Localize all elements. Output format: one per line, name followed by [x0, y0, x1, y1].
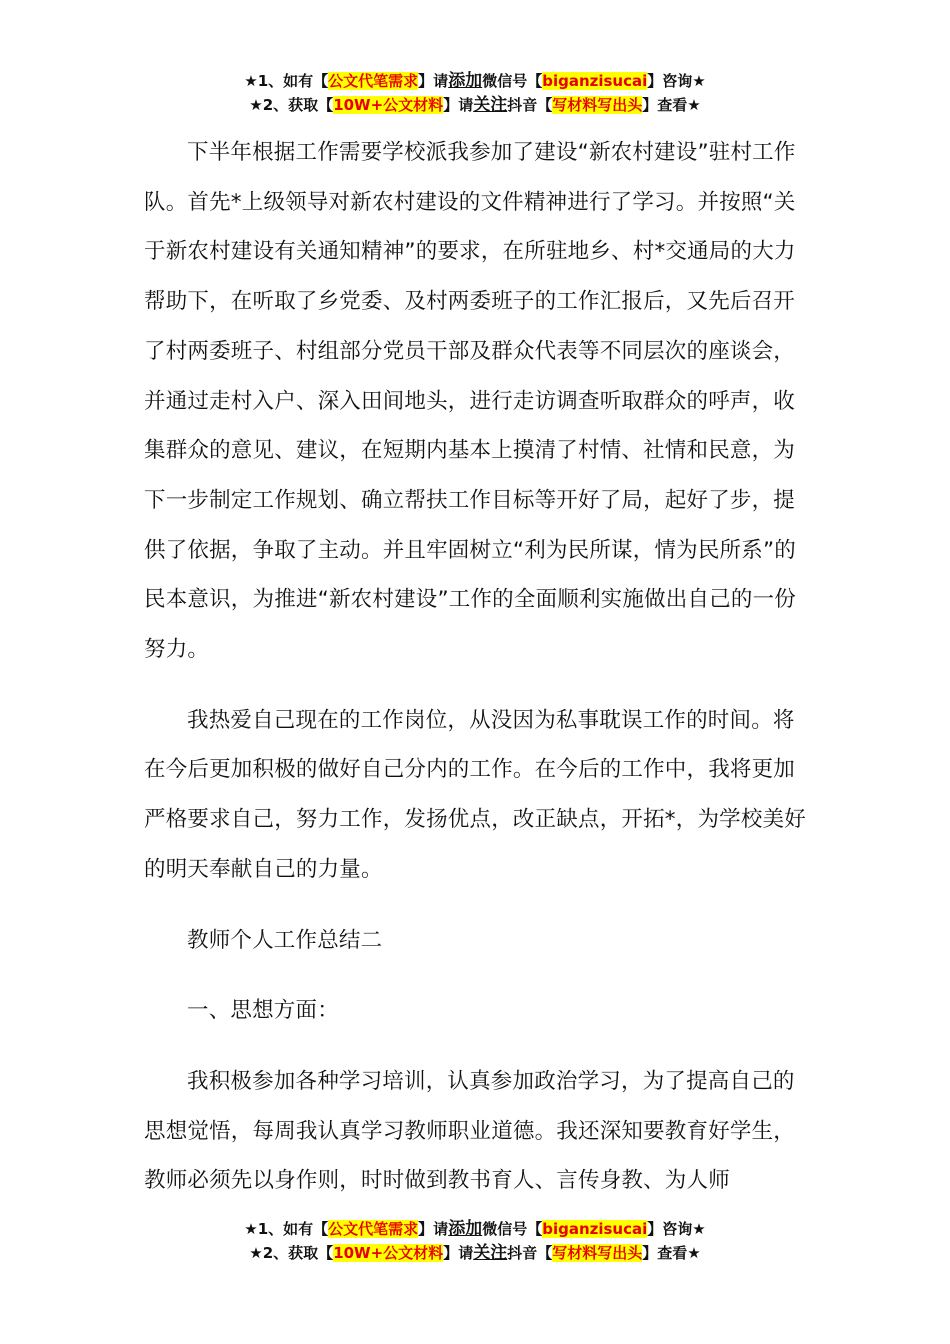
banner-text: 微信号【	[482, 72, 543, 90]
banner-highlight: 10W+公文材料	[333, 96, 444, 114]
banner-highlight: 写材料写出头	[552, 1244, 643, 1262]
banner-text: 】查看★	[642, 96, 701, 114]
section-title: 教师个人工作总结二	[187, 927, 383, 953]
document-body	[144, 128, 810, 1206]
banner-line-1	[0, 1217, 950, 1241]
banner-highlight: biganzisucai	[542, 72, 648, 90]
banner-text: 】请	[418, 1220, 449, 1238]
banner-line-2	[0, 1241, 950, 1265]
banner-highlight: biganzisucai	[542, 1220, 648, 1238]
banner-text: 】查看★	[642, 1244, 701, 1262]
banner-text: 】咨询★	[647, 1220, 706, 1238]
banner-highlight: 写材料写出头	[552, 96, 643, 114]
banner-emphasis: 关注	[473, 1243, 508, 1263]
header-banner	[0, 69, 950, 117]
banner-text: 】请	[443, 96, 474, 114]
banner-text: ★2、获取【	[249, 96, 334, 114]
banner-line-2	[0, 93, 950, 117]
banner-text: 抖音【	[507, 1244, 553, 1262]
banner-text: 抖音【	[507, 96, 553, 114]
paragraph: 下半年根据工作需要学校派我参加了建设“新农村建设”驻村工作队。首先*上级领导对新农村建设的文件精神进行了学习。并按照“关于新农村建设有关通知精神”的要求，在所驻地乡、村*交通局的大力帮助下，在听取了乡党委、及村两委班子的工作汇报后，又先后召开了村两委班子、村组部分党员干部及群众代表等不同层次的座谈会，并通过走村入户、深入田间地头，进行走访调查听取群众的呼声，收集群众的意见、建议，在短期内基本上摸清了村情、社情和民意，为下一步制定工作规划、确立帮扶工作目标等开好了局，起好了步，提供了依据，争取了主动。并且牢固树立“利为民所谋，情为民所系”的民本意识，为推进“新农村建设”工作的全面顺利实施做出自己的一份努力。	[144, 140, 796, 663]
banner-highlight: 公文代笔需求	[328, 72, 419, 90]
banner-highlight: 10W+公文材料	[333, 1244, 444, 1262]
banner-emphasis: 添加	[448, 1219, 483, 1239]
paragraph: 我积极参加各种学习培训，认真参加政治学习，为了提高自己的思想觉悟，每周我认真学习教师职业道德。我还深知要教育好学生，教师必须先以身作则，时时做到教书育人、言传身教、为人师	[144, 1068, 796, 1194]
banner-emphasis: 添加	[448, 71, 483, 91]
paragraph: 我热爱自己现在的工作岗位，从没因为私事耽误工作的时间。将在今后更加积极的做好自己分内的工作。在今后的工作中，我将更加严格要求自己，努力工作，发扬优点，改正缺点，开拓*，为学校美好的明天奉献自己的力量。	[144, 707, 806, 882]
banner-text: 】请	[443, 1244, 474, 1262]
banner-text: 】咨询★	[647, 72, 706, 90]
section-heading: 一、思想方面：	[187, 998, 339, 1024]
banner-emphasis: 关注	[473, 95, 508, 115]
banner-text: 微信号【	[482, 1220, 543, 1238]
banner-text: ★2、获取【	[249, 1244, 334, 1262]
banner-highlight: 公文代笔需求	[328, 1220, 419, 1238]
banner-text: ★1、如有【	[244, 72, 329, 90]
banner-text: ★1、如有【	[244, 1220, 329, 1238]
footer-banner	[0, 1217, 950, 1265]
banner-text: 】请	[418, 72, 449, 90]
banner-line-1	[0, 69, 950, 93]
